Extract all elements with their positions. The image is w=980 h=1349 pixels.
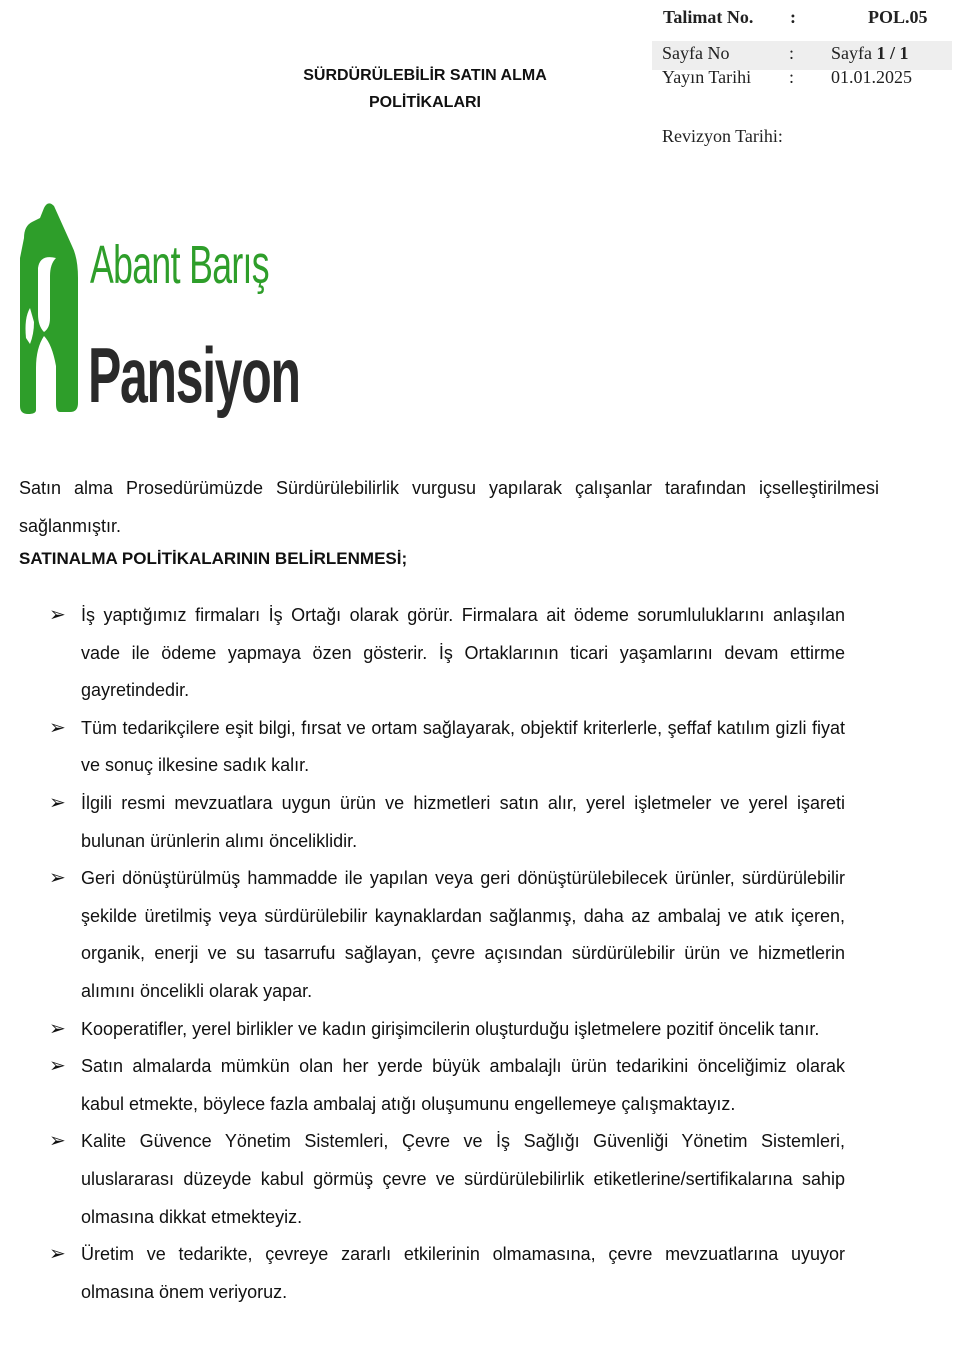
list-item [49,1011,845,1049]
talimat-label: Talimat No. [663,7,754,27]
arrow-bullet-icon: ➢ [49,1243,66,1266]
section-heading: SATINALMA POLİTİKALARININ BELİRLENMESİ; [19,549,408,568]
intro-paragraph: Satın alma Prosedürümüzde Sürdürülebilirlik vurgusu yapılarak çalışanlar tarafından içselleştirilmesi sağlanmıştır. [19,478,879,536]
sayfa-value-group [831,43,909,64]
document-title-line2: POLİTİKALARI [369,94,481,111]
sayfa-label: Sayfa No [662,43,730,63]
list-item-text: İlgili resmi mevzuatlara uygun ürün ve hizmetleri satın alır, yerel işletmeler ve yerel işareti bulunan ürünlerin alımı önceliklidir. [81,792,845,851]
yayin-value: 01.01.2025 [831,67,912,87]
talimat-colon: : [790,7,796,27]
company-logo [16,198,300,443]
policy-list [49,597,845,1311]
arrow-bullet-icon: ➢ [49,1130,66,1153]
arrow-bullet-icon: ➢ [49,867,66,890]
list-item [49,1123,845,1236]
document-title-line1: SÜRDÜRÜLEBİLİR SATIN ALMA [303,67,547,84]
list-item-text: Geri dönüştürülmüş hammadde ile yapılan veya geri dönüştürülebilecek ürünler, sürdürülebilir şekilde üretilmiş veya sürdürülebilir kaynaklardan sağlanmış, daha az ambalaj ve atık içeren, organik, enerji ve su tasarrufu sağlayan, çevre açısından sürdürülebilir ürün ve hizmetlerin alımını öncelikli olarak yapar. [81,868,845,1001]
logo-text-line2: Pansiyon [88,331,300,419]
list-item [49,597,845,710]
list-item [49,1236,845,1311]
arrow-bullet-icon: ➢ [49,1017,66,1040]
sayfa-value: 1 / 1 [876,43,909,63]
logo-text-line1: Abant Barış [90,235,269,295]
list-item-text: Satın almalarda mümkün olan her yerde büyük ambalajlı ürün tedarikini önceliğimiz olarak kabul etmekte, böylece fazla ambalaj atığı oluşumunu engellemeye çalışmaktayız. [81,1056,845,1114]
list-item [49,785,845,860]
talimat-value: POL.05 [868,7,928,27]
revizyon-label: Revizyon Tarihi: [662,126,783,146]
yayin-colon: : [789,67,795,87]
list-item-text: Kooperatifler, yerel birlikler ve kadın girişimcilerin oluşturduğu işletmelere pozitif öncelik tanır. [81,1018,820,1039]
sayfa-prefix: Sayfa [831,43,877,63]
list-item [49,710,845,785]
list-item [49,1048,845,1123]
arrow-bullet-icon: ➢ [49,1055,66,1078]
list-item-text: Tüm tedarikçilere eşit bilgi, fırsat ve ortam sağlayarak, objektif kriterlerle, şeffaf katılım gizli fiyat ve sonuç ilkesine sadık kalır. [81,717,845,776]
list-item [49,860,845,1010]
arrow-bullet-icon: ➢ [49,604,66,626]
list-item-text: İş yaptığımız firmaları İş Ortağı olarak görür. Firmalara ait ödeme sorumluluklarını anlaşılan vade ile ödeme yapmaya özen gösterir. İş Ortaklarının ticari yaşamlarını devam ettirme gayretindedir. [81,605,845,701]
list-item-text: Kalite Güvence Yönetim Sistemleri, Çevre ve İş Sağlığı Güvenliği Yönetim Sistemleri, uluslararası düzeyde kabul görmüş çevre ve sürdürülebilirlik etiketlerine/sertifikalarına sahip olmasına dikkat etmekteyiz. [81,1131,845,1227]
arrow-bullet-icon: ➢ [49,791,66,814]
list-item-text: Üretim ve tedarikte, çevreye zararlı etkilerinin olmamasına, çevre mevzuatlarına uyuyor olmasına önem veriyoruz. [81,1244,845,1302]
arrow-bullet-icon: ➢ [49,716,66,739]
yayin-label: Yayın Tarihi [662,67,752,87]
sayfa-colon: : [789,43,795,63]
